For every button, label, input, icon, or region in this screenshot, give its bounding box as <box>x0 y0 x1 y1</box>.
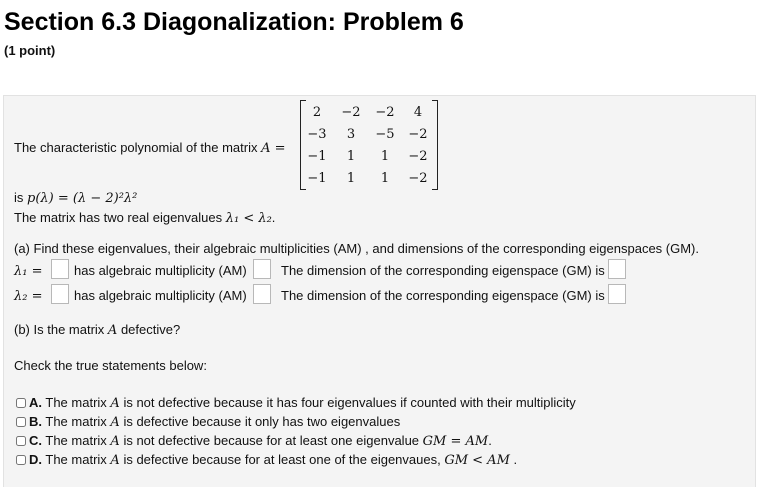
option-c-checkbox[interactable] <box>16 436 26 446</box>
part-b-suffix: defective? <box>120 322 181 337</box>
option-a-pre: The matrix <box>45 395 107 410</box>
lambda2-gm-input[interactable] <box>608 284 626 304</box>
option-b-pre: The matrix <box>45 414 107 429</box>
lambda2-label: λ₂ = <box>14 289 43 304</box>
option-d-math: GM < AM <box>444 453 510 468</box>
option-c-post: is not defective because for at least one eigenvalue <box>123 433 420 448</box>
matrix-cell: 1 <box>346 171 356 186</box>
part-b-matrix-symbol: A <box>107 323 118 338</box>
option-c-math: GM = AM <box>422 434 489 449</box>
lambda1-gm-input[interactable] <box>608 259 626 279</box>
option-c-end: . <box>488 433 492 448</box>
option-a-sym: A <box>110 396 120 411</box>
option-d[interactable] <box>29 452 517 468</box>
option-d-checkbox[interactable] <box>16 455 26 465</box>
lambda2-symbol <box>14 288 42 304</box>
lambda1-label: λ₁ = <box>14 264 43 279</box>
option-a-checkbox[interactable] <box>16 398 26 408</box>
option-b-post: is defective because it only has two eigenvalues <box>123 414 401 429</box>
page-title: Section 6.3 Diagonalization: Problem 6 <box>4 8 464 36</box>
eigen-text: The matrix has two real eigenvalues <box>14 210 223 225</box>
option-c-pre: The matrix <box>45 433 107 448</box>
matrix-cell: −1 <box>307 149 327 164</box>
part-b-prompt <box>14 322 180 338</box>
matrix-cell: −2 <box>375 105 395 120</box>
option-a-letter: A. <box>29 395 42 410</box>
lambda2-am-label: has algebraic multiplicity (AM) <box>74 288 247 303</box>
option-a[interactable] <box>29 395 576 411</box>
lambda2-am-input[interactable] <box>253 284 271 304</box>
option-b[interactable] <box>29 414 400 430</box>
option-d-post: is defective because for at least one of the eigenvaues, <box>123 452 441 467</box>
lambda1-symbol <box>14 263 42 279</box>
eigen-line <box>14 210 275 226</box>
option-a-post: is not defective because it has four eigenvalues if counted with their multiplicity <box>123 395 576 410</box>
matrix-cell: −2 <box>341 105 361 120</box>
intro-line <box>14 140 286 156</box>
matrix-cell: −2 <box>408 127 428 142</box>
matrix-A <box>300 100 438 190</box>
option-d-pre: The matrix <box>45 452 107 467</box>
matrix-lhs: A = <box>261 141 286 156</box>
matrix-cell: −3 <box>307 127 327 142</box>
option-c[interactable] <box>29 433 492 449</box>
matrix-cell: −2 <box>408 171 428 186</box>
matrix-cell: −5 <box>375 127 395 142</box>
option-b-sym: A <box>110 415 120 430</box>
option-d-sym: A <box>110 453 120 468</box>
part-a-prompt: (a) Find these eigenvalues, their algebraic multiplicities (AM) , and dimensions of the corresponding eigenspaces (GM). <box>14 241 699 256</box>
lambda1-gm-label: The dimension of the corresponding eigenspace (GM) is <box>281 263 605 278</box>
matrix-cell: 2 <box>312 105 322 120</box>
option-b-checkbox[interactable] <box>16 417 26 427</box>
part-b-prefix: (b) Is the matrix <box>14 322 105 337</box>
matrix-cell: 1 <box>346 149 356 164</box>
lambda2-gm-label: The dimension of the corresponding eigenspace (GM) is <box>281 288 605 303</box>
option-c-letter: C. <box>29 433 42 448</box>
lambda1-am-label: has algebraic multiplicity (AM) <box>74 263 247 278</box>
eigen-order: λ₁ < λ₂ <box>225 211 272 226</box>
matrix-cell: 1 <box>380 171 390 186</box>
option-b-letter: B. <box>29 414 42 429</box>
lambda2-value-input[interactable] <box>51 284 69 304</box>
points-label: (1 point) <box>4 43 56 58</box>
poly-prefix: is <box>14 190 24 205</box>
option-d-letter: D. <box>29 452 42 467</box>
lambda1-am-input[interactable] <box>253 259 271 279</box>
intro-text: The characteristic polynomial of the matrix <box>14 140 258 155</box>
matrix-cell: −2 <box>408 149 428 164</box>
option-d-end: . <box>513 452 518 467</box>
matrix-cell: 1 <box>380 149 390 164</box>
polynomial-line <box>14 190 137 206</box>
eigen-period: . <box>271 210 276 225</box>
matrix-cell: 3 <box>346 127 356 142</box>
option-c-sym: A <box>110 434 120 449</box>
polynomial: p(λ) = (λ − 2)²λ² <box>27 191 138 206</box>
matrix-cell: −1 <box>307 171 327 186</box>
matrix-cell: 4 <box>413 105 423 120</box>
check-instruction: Check the true statements below: <box>14 358 207 373</box>
lambda1-value-input[interactable] <box>51 259 69 279</box>
